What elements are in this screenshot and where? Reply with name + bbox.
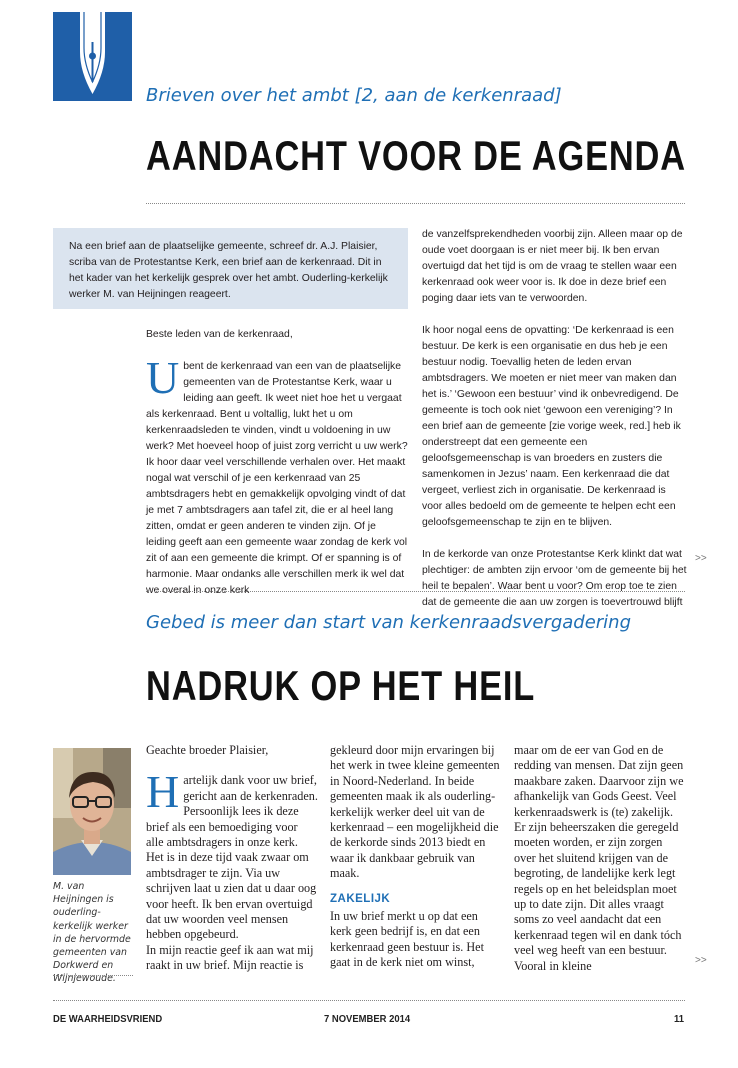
drop-cap: H [146, 766, 180, 818]
article2-paragraph: Hartelijk dank voor uw brief, gericht aan de kerkenraden. Persoonlijk lees ik deze brief als een bemoediging voor alle ambtsdragers in onze kerk. Het is in deze tijd vaak zwaar om ambtsdrager te zijn. Via uw schrijven laat u zien dat u daar oog voor heeft. Ik ben ervan overtuigd dat uw woorden veel mensen hebben opgebeurd. [146, 766, 318, 942]
footer-divider [53, 1000, 685, 1001]
article2-column-1 [146, 743, 318, 974]
issue-date: 7 NOVEMBER 2014 [324, 1013, 411, 1025]
article1-kicker: Brieven over het ambt [2, aan de kerkenraad] [146, 85, 562, 106]
article2-column-2 [330, 743, 502, 971]
continue-arrow: >> [695, 955, 707, 966]
caption-divider [53, 975, 133, 976]
article1-column-2 [422, 227, 687, 611]
author-photo [53, 748, 131, 875]
publication-name: DE WAARHEIDSVRIEND [53, 1013, 163, 1025]
article2-column-3 [514, 743, 686, 974]
article1-paragraph: Ubent de kerkenraad van een van de plaatselijke gemeenten van de Protestantse Kerk, waar u leiding aan geeft. Ik weet niet hoe het u vergaat als kerkenraad. Bent u voltallig, lukt het u om kerkenraadsleden te vinden, vindt u voldoening in uw werk? Met hoeveel hoop of juist zorg verricht u uw werk? Ik hoor daar veel verschillende verhalen over. Het maakt nogal wat verschil of je een kerkenraad van 25 ambtsdragers hebt en gemakkelijk opvolging vindt of dat je met 7 ambtsdragers aan tafel zit, die er al heel lang zitten, omdat er geen anderen te vinden zijn. Of je leiding geeft aan een gemeente waar zondag de kerk vol zit of aan een gemeente die krimpt. Of er spanning is of harmonie. Maar ondanks alle verschillen merk ik wel dat we overal in onze kerk [146, 352, 408, 596]
page-number: 11 [674, 1013, 684, 1025]
article1-paragraph: In de kerkorde van onze Protestantse Kerk klinkt dat wat plechtiger: de ambten zijn ervoor ‘om de gemeente bij het heil te bepalen’. Waar bent u voor? Om erop toe te zien dat de gemeente die aan uw zorgen is toevertrouwd blijft [422, 549, 687, 608]
article2-paragraph: In uw brief merkt u op dat een kerk geen bedrijf is, en dat een kerkenraad geen bestuur is. Het gaat in de kerk niet om winst, [330, 909, 484, 970]
article1-paragraph: Ik hoor nogal eens de opvatting: ‘De kerkenraad is een bestuur. De kerk is een organisatie en dus heb je een bestuur nodig. Toevallig heten de leden ervan ambtsdragers. We moeten er niet meer van maken dan het is.’ ‘Gewoon een bestuur’ vind ik onbevredigend. De gemeente is toch ook niet ‘gewoon een vereniging’? In een brief aan de gemeente [zie vorige week, red.] heb ik onderstreept dat een gemeente een geloofsgemeenschap is van broeders en zusters die samenkomen in Jezus’ naam. Een kerkenraad die dat vergeet, verliest zich in organisatie. De kerkenraad is voor alles bedoeld om de gemeente te helpen echt een geloofsgemeenschap te zijn en te blijven. [422, 325, 681, 528]
article2-paragraph: In mijn reactie geef ik aan wat mij raakt in uw brief. Mijn reactie is [146, 942, 314, 973]
article2-salutation: Geachte broeder Plaisier, [146, 743, 269, 757]
divider [146, 203, 685, 204]
article2-paragraph: gekleurd door mijn ervaringen bij het werk in twee kleine gemeenten in Noord-Nederland. In beide gemeenten maak ik als ouderling-kerkelijk werker deel uit van de kerkenraad – een mogelijkheid die de kerkorde sinds 2013 biedt en waar ik dankbaar gebruik van maak. [330, 743, 500, 881]
article2-title: NADRUK OP HET HEIL [146, 662, 536, 709]
article2-paragraph: maar om de eer van God en de redding van mensen. Dat zijn geen maakbare zaken. Daarvoor zijn we afhankelijk van Gods Geest. Veel kerkenraadswerk is (te) zakelijk. Er zijn beheerszaken die geregeld moeten worden, er zijn zorgen over het sluitend krijgen van de begroting, de landelijke kerk legt regels op en het beleidsplan moet up to date zijn. Dit alles vraagt soms zo veel aandacht dat een kerkenraad tegen wil en dank tóch veel weg heeft van een bestuur. Vooral in kleine [514, 743, 684, 973]
divider [146, 591, 685, 592]
photo-caption: M. van Heijningen is ouderling-kerkelijk werker in de hervormde gemeenten van Dorkwerd en Wijnjewoude. [53, 881, 131, 985]
continue-arrow: >> [695, 553, 707, 564]
article1-intro-box [53, 228, 408, 309]
article1-salutation: Beste leden van de kerkenraad, [146, 329, 293, 340]
article2-subheading: ZAKELIJK [330, 892, 391, 905]
drop-cap: U [146, 352, 180, 403]
article2-kicker: Gebed is meer dan start van kerkenraadsvergadering [146, 612, 632, 633]
article1-column-1 [146, 327, 408, 599]
article1-paragraph: de vanzelfsprekendheden voorbij zijn. Alleen maar op de oude voet doorgaan is er niet meer bij. Ik ben ervan overtuigd dat het tijd is om de vraag te stellen waar een kerkenraad ook weer voor is. Ik doe in deze brief een poging daar iets van te verwoorden. [422, 229, 683, 304]
fountain-pen-logo [53, 12, 132, 101]
article1-title: AANDACHT VOOR DE AGENDA [146, 132, 686, 179]
article1-intro: Na een brief aan de plaatselijke gemeente, schreef dr. A.J. Plaisier, scriba van de Protestantse Kerk, een brief aan de kerkenraad. Dit in het kader van het kerkelijk gesprek over het ambt. Ouderling-kerkelijk werker M. van Heijningen reageert. [69, 241, 388, 300]
fountain-pen-nib-icon [53, 12, 132, 101]
